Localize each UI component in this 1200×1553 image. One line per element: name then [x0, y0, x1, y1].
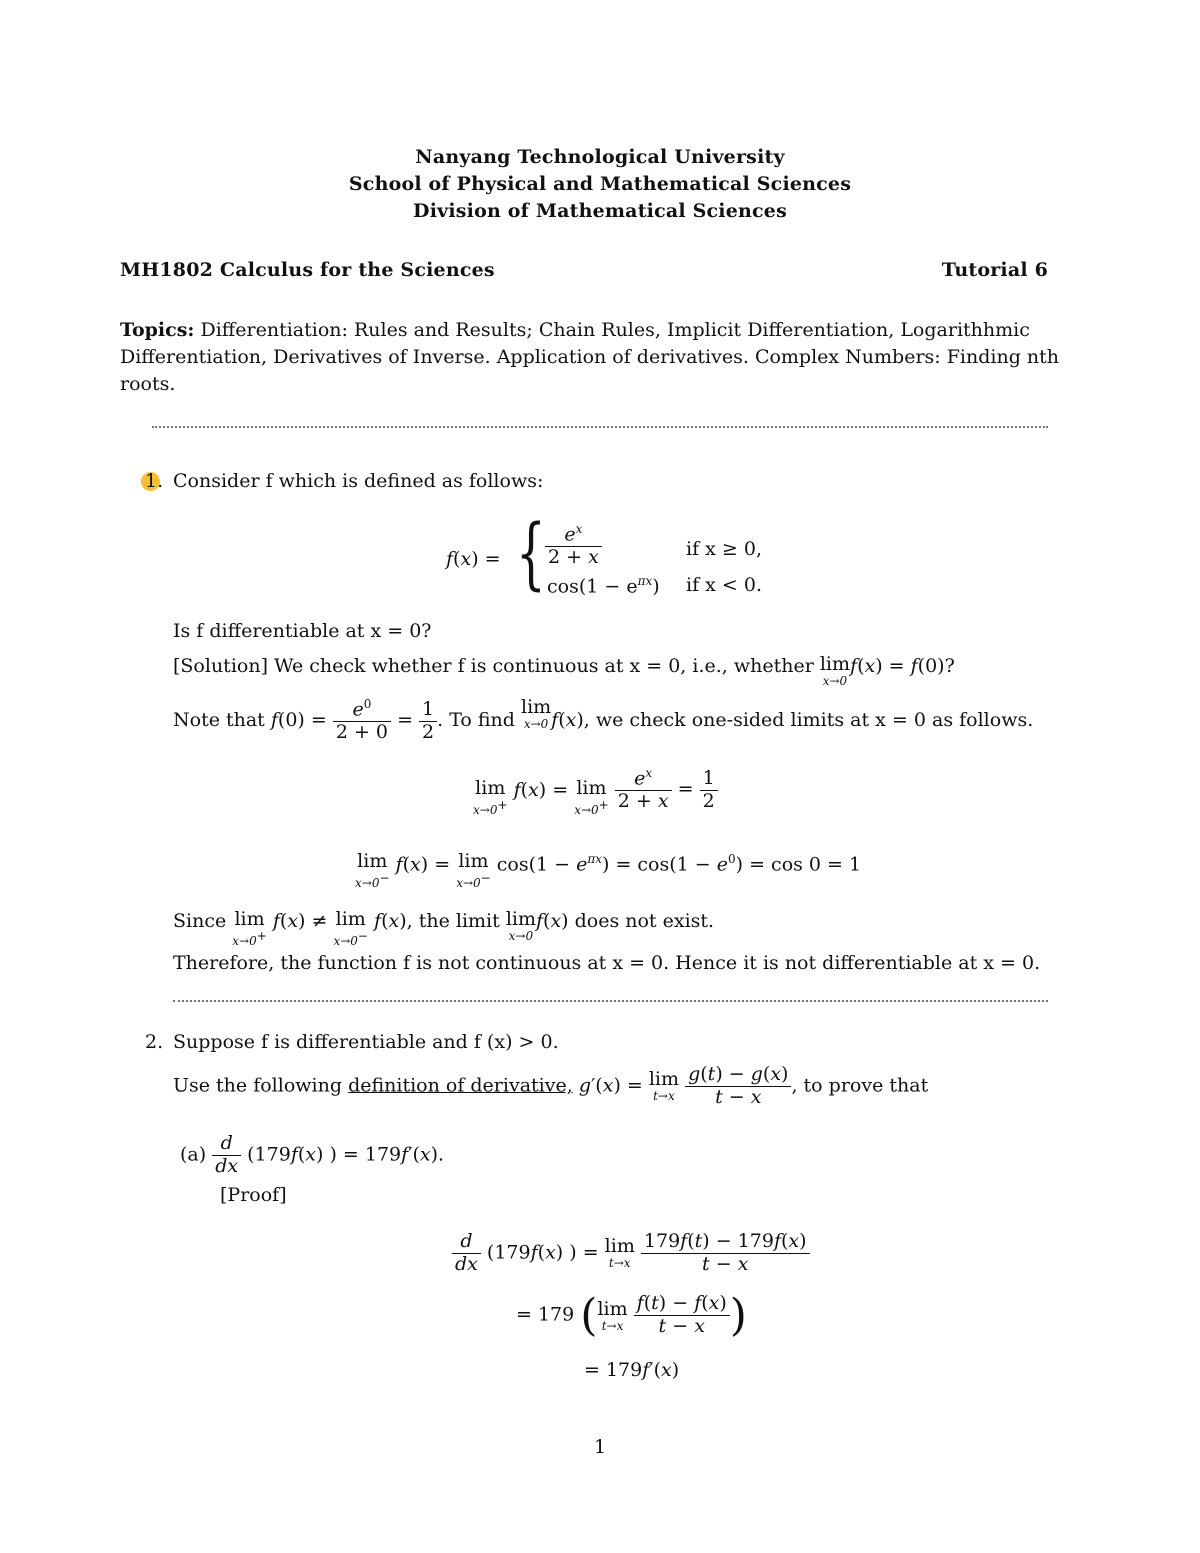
section-divider — [152, 426, 1048, 428]
left-limit-equation: lim x→0− f(x) = lim x→0− $\cos(1 - e^{\pi x}) = \cos(1 - e^0) = \cos 0 = 1$ — [355, 850, 862, 890]
course-title: MH1802 Calculus for the Sciences — [120, 259, 495, 281]
proof-step-1: $\frac{d}{dx}$ (179f(x) ) = lim t→x $\frac{179f(t) - 179f(x)}{t - x}$ — [452, 1231, 810, 1276]
topics-label: Topics: — [120, 319, 195, 341]
piecewise-case2-expr: $\cos(1 - e^{\pi x})$ — [547, 574, 660, 598]
proof-step-3: = 179f′(x) — [584, 1359, 680, 1381]
piecewise-case1-cond: if x ≥ 0, — [686, 538, 762, 560]
topics-line-2: Differentiation, Derivatives of Inverse. Application of derivatives. Complex Numbers: Finding nth — [120, 346, 1060, 368]
since-end: does not exist. — [574, 910, 715, 932]
solution-text: [Solution] We check whether f is continuous at x = 0, i.e., whether — [173, 655, 814, 677]
q1-question: Is f differentiable at x = 0? — [173, 620, 432, 642]
piecewise-case1-expr: $\frac{e^x}{2 + x}$ — [545, 523, 602, 569]
school-name: School of Physical and Mathematical Sciences — [348, 173, 852, 195]
part-a-statement: (a) $\frac{d}{dx}$ (179f(x) ) = 179f′(x). — [180, 1132, 445, 1177]
q1-note-line: Note that f(0) = $\frac{e^0}{2 + 0}$ = $\frac{1}{2}$ . To find lim x→0 f(x), we check one-sided limits at x = 0 as follows. — [173, 696, 1034, 744]
use-prefix: Use the following — [173, 1074, 343, 1097]
case2-text: cos(1 − e — [547, 575, 638, 598]
q1-intro: Consider f which is defined as follows: — [173, 470, 544, 492]
page-number: 1 — [593, 1436, 607, 1458]
proof-step-2: = 179 (lim t→x $\frac{f(t) - f(x)}{t - x}$ ) — [516, 1290, 747, 1341]
note-prefix: Note that — [173, 709, 265, 732]
half-fraction: $\frac{1}{2}$ — [419, 699, 437, 744]
piecewise-lhs: f(x) = — [446, 548, 501, 570]
since-prefix: Since — [173, 910, 227, 932]
proof-label: [Proof] — [220, 1184, 287, 1206]
part-a-label: (a) — [180, 1143, 207, 1166]
q1-conclusion: Therefore, the function f is not continuous at x = 0. Hence it is not differentiable at x = 0. — [173, 952, 1041, 974]
division-name: Division of Mathematical Sciences — [413, 200, 787, 222]
q2-definition-line: Use the following definition of derivative, g′(x) = lim t→x $\frac{g(t) - g(x)}{t - x}$ , to prove that — [173, 1063, 929, 1108]
q1-since-line: Since lim x→0+ f(x) ≠ lim x→0− f(x), the limit lim x→0 f(x) does not exist. — [173, 908, 715, 948]
topics-text-1: Differentiation: Rules and Results; Chain Rules, Implicit Differentiation, Logarithhmic — [200, 319, 1030, 341]
limit-expr: lim x→0 — [819, 653, 851, 688]
topics-line-1 — [120, 319, 1050, 341]
f0-fraction: $\frac{e^0}{2 + 0}$ — [333, 698, 391, 744]
piecewise-case2-cond: if x < 0. — [686, 574, 762, 596]
university-name: Nanyang Technological University — [415, 146, 785, 168]
note-suffix: . To find — [437, 709, 515, 732]
right-limit-equation: lim x→0+ f(x) = lim x→0+ $\frac{e^x}{2 + x}$ = $\frac{1}{2}$ — [473, 767, 718, 816]
tutorial-number: Tutorial 6 — [941, 259, 1048, 281]
left-brace: { — [516, 509, 546, 599]
q1-number: 1. — [145, 470, 164, 492]
q2-number: 2. — [145, 1031, 164, 1053]
q1-divider — [173, 1000, 1048, 1002]
since-mid: , the limit — [406, 910, 500, 932]
q2-intro: Suppose f is differentiable and f (x) > 0. — [173, 1031, 559, 1053]
note-end: , we check one-sided limits at x = 0 as follows. — [583, 709, 1034, 732]
q1-solution-line: [Solution] We check whether f is continuous at x = 0, i.e., whether lim x→0 f(x) = f(0)? — [173, 653, 955, 688]
definition-link[interactable]: definition of derivative, — [348, 1074, 573, 1097]
use-suffix: , to prove that — [791, 1074, 929, 1097]
topics-line-3: roots. — [120, 373, 176, 395]
